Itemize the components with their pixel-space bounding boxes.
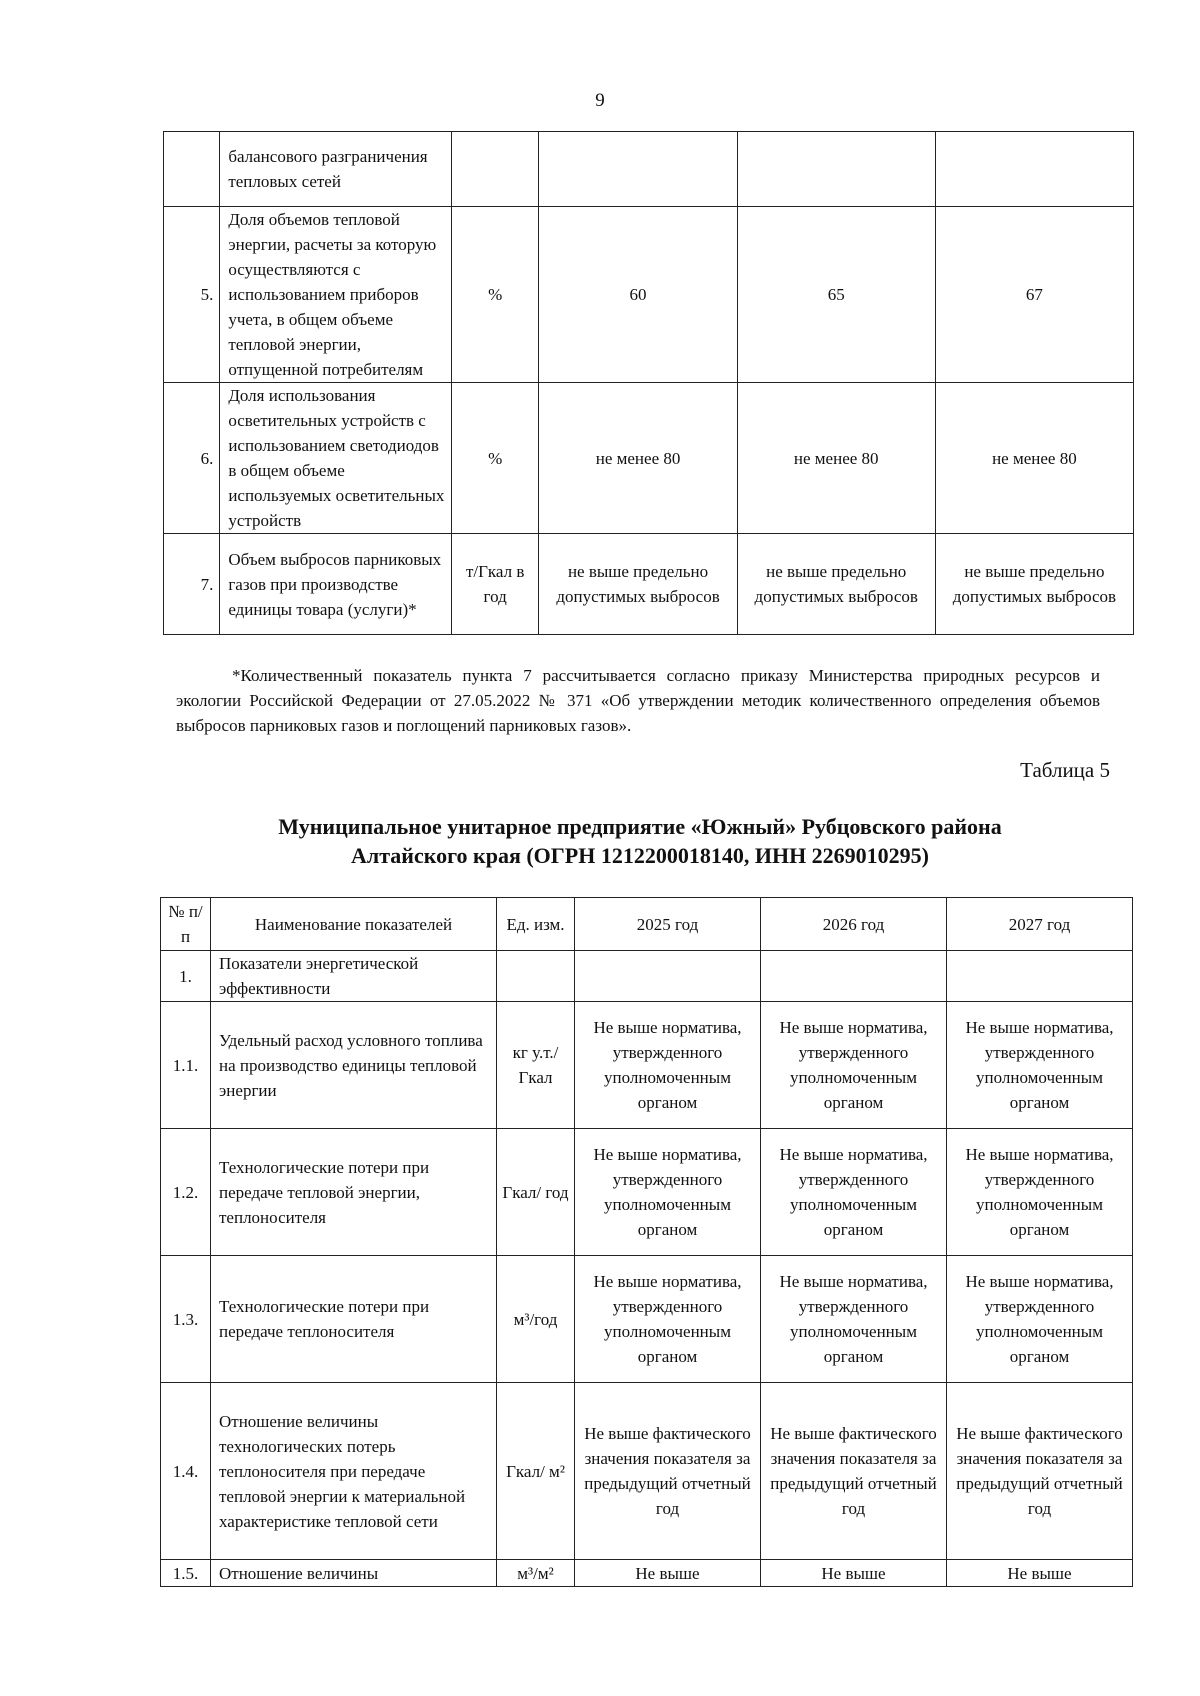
table-row [161,1560,1133,1587]
table-row [164,207,1134,383]
value-2027 [947,951,1133,1002]
value-2025 [539,132,737,207]
unit-cell: кг у.т./ Гкал [497,1002,575,1129]
table-row [161,1002,1133,1129]
row-number: 1. [161,951,211,1002]
table-row [161,1256,1133,1383]
header-unit: Ед. изм. [497,898,575,951]
value-2027: не менее 80 [935,383,1133,534]
unit-cell: м³/год [497,1256,575,1383]
value-2026: Не выше норматива, утвержденного уполномоченным органом [761,1002,947,1129]
table-caption: Таблица 5 [1020,758,1110,782]
value-2027: Не выше норматива, утвержденного уполномоченным органом [947,1129,1133,1256]
value-2025: Не выше норматива, утвержденного уполномоченным органом [575,1129,761,1256]
row-number: 7. [164,534,220,635]
value-2026 [761,951,947,1002]
value-2027: Не выше [947,1560,1133,1587]
header-2026: 2026 год [761,898,947,951]
value-2027: не выше предельно допустимых выбросов [935,534,1133,635]
indicator-name: Объем выбросов парниковых газов при производстве единицы товара (услуги)* [220,534,452,635]
unit-cell: % [451,383,539,534]
table-row [164,383,1134,534]
title-line-1: Муниципальное унитарное предприятие «Южный» Рубцовского района [278,814,1002,839]
indicator-name: Доля использования осветительных устройств с использованием светодиодов в общем объеме используемых осветительных устройств [220,383,452,534]
table-row [161,1129,1133,1256]
value-2025: Не выше норматива, утвержденного уполномоченным органом [575,1002,761,1129]
row-number: 1.1. [161,1002,211,1129]
row-number: 6. [164,383,220,534]
value-2027: Не выше фактического значения показателя за предыдущий отчетный год [947,1383,1133,1560]
unit-cell [497,951,575,1002]
footnote: *Количественный показатель пункта 7 рассчитывается согласно приказу Министерства природных ресурсов и экологии Российской Федерации от 27.05.2022 № 371 «Об утверждении методик количественного определения объемов выбросов парниковых газов и поглощений парниковых газов». [176,666,1100,735]
header-number: № п/п [161,898,211,951]
value-2026: 65 [737,207,935,383]
unit-cell: % [451,207,539,383]
value-2025 [575,951,761,1002]
indicators-table-continued [163,131,1134,635]
value-2025: Не выше [575,1560,761,1587]
header-name: Наименование показателей [211,898,497,951]
value-2026: Не выше [761,1560,947,1587]
unit-cell: т/Гкал в год [451,534,539,635]
indicator-name: Доля объемов тепловой энергии, расчеты за которую осуществляются с использованием приборов учета, в общем объеме тепловой энергии, отпущенной потребителям [220,207,452,383]
value-2026: Не выше норматива, утвержденного уполномоченным органом [761,1256,947,1383]
indicator-name: Технологические потери при передаче тепловой энергии, теплоносителя [211,1129,497,1256]
value-2027: Не выше норматива, утвержденного уполномоченным органом [947,1256,1133,1383]
header-2027: 2027 год [947,898,1133,951]
value-2025: не выше предельно допустимых выбросов [539,534,737,635]
table-row [161,1383,1133,1560]
row-number: 1.5. [161,1560,211,1587]
row-number [164,132,220,207]
value-2025: не менее 80 [539,383,737,534]
value-2027: Не выше норматива, утвержденного уполномоченным органом [947,1002,1133,1129]
unit-cell: Гкал/ год [497,1129,575,1256]
header-2025: 2025 год [575,898,761,951]
unit-cell: м³/м² [497,1560,575,1587]
unit-cell [451,132,539,207]
value-2027: 67 [935,207,1133,383]
value-2026: не менее 80 [737,383,935,534]
value-2026: не выше предельно допустимых выбросов [737,534,935,635]
indicator-name: Удельный расход условного топлива на производство единицы тепловой энергии [211,1002,497,1129]
value-2026 [737,132,935,207]
table-row [161,951,1133,1002]
row-number: 1.3. [161,1256,211,1383]
value-2025: Не выше норматива, утвержденного уполномоченным органом [575,1256,761,1383]
table-header-row [161,898,1133,951]
value-2025: 60 [539,207,737,383]
indicator-name: Отношение величины [211,1560,497,1587]
value-2027 [935,132,1133,207]
row-number: 1.4. [161,1383,211,1560]
enterprise-title [150,812,1130,870]
indicator-name: Показатели энергетической эффективности [211,951,497,1002]
value-2025: Не выше фактического значения показателя за предыдущий отчетный год [575,1383,761,1560]
row-number: 1.2. [161,1129,211,1256]
indicator-name: Технологические потери при передаче теплоносителя [211,1256,497,1383]
value-2026: Не выше фактического значения показателя за предыдущий отчетный год [761,1383,947,1560]
unit-cell: Гкал/ м² [497,1383,575,1560]
indicator-name: Отношение величины технологических потерь теплоносителя при передаче тепловой энергии к материальной характеристике тепловой сети [211,1383,497,1560]
title-line-2: Алтайского края (ОГРН 1212200018140, ИНН 2269010295) [350,843,930,868]
table-row [164,132,1134,207]
row-number: 5. [164,207,220,383]
indicators-table [160,897,1133,1587]
table-row [164,534,1134,635]
indicator-name: балансового разграничения тепловых сетей [220,132,452,207]
page-number: 9 [595,90,605,111]
value-2026: Не выше норматива, утвержденного уполномоченным органом [761,1129,947,1256]
